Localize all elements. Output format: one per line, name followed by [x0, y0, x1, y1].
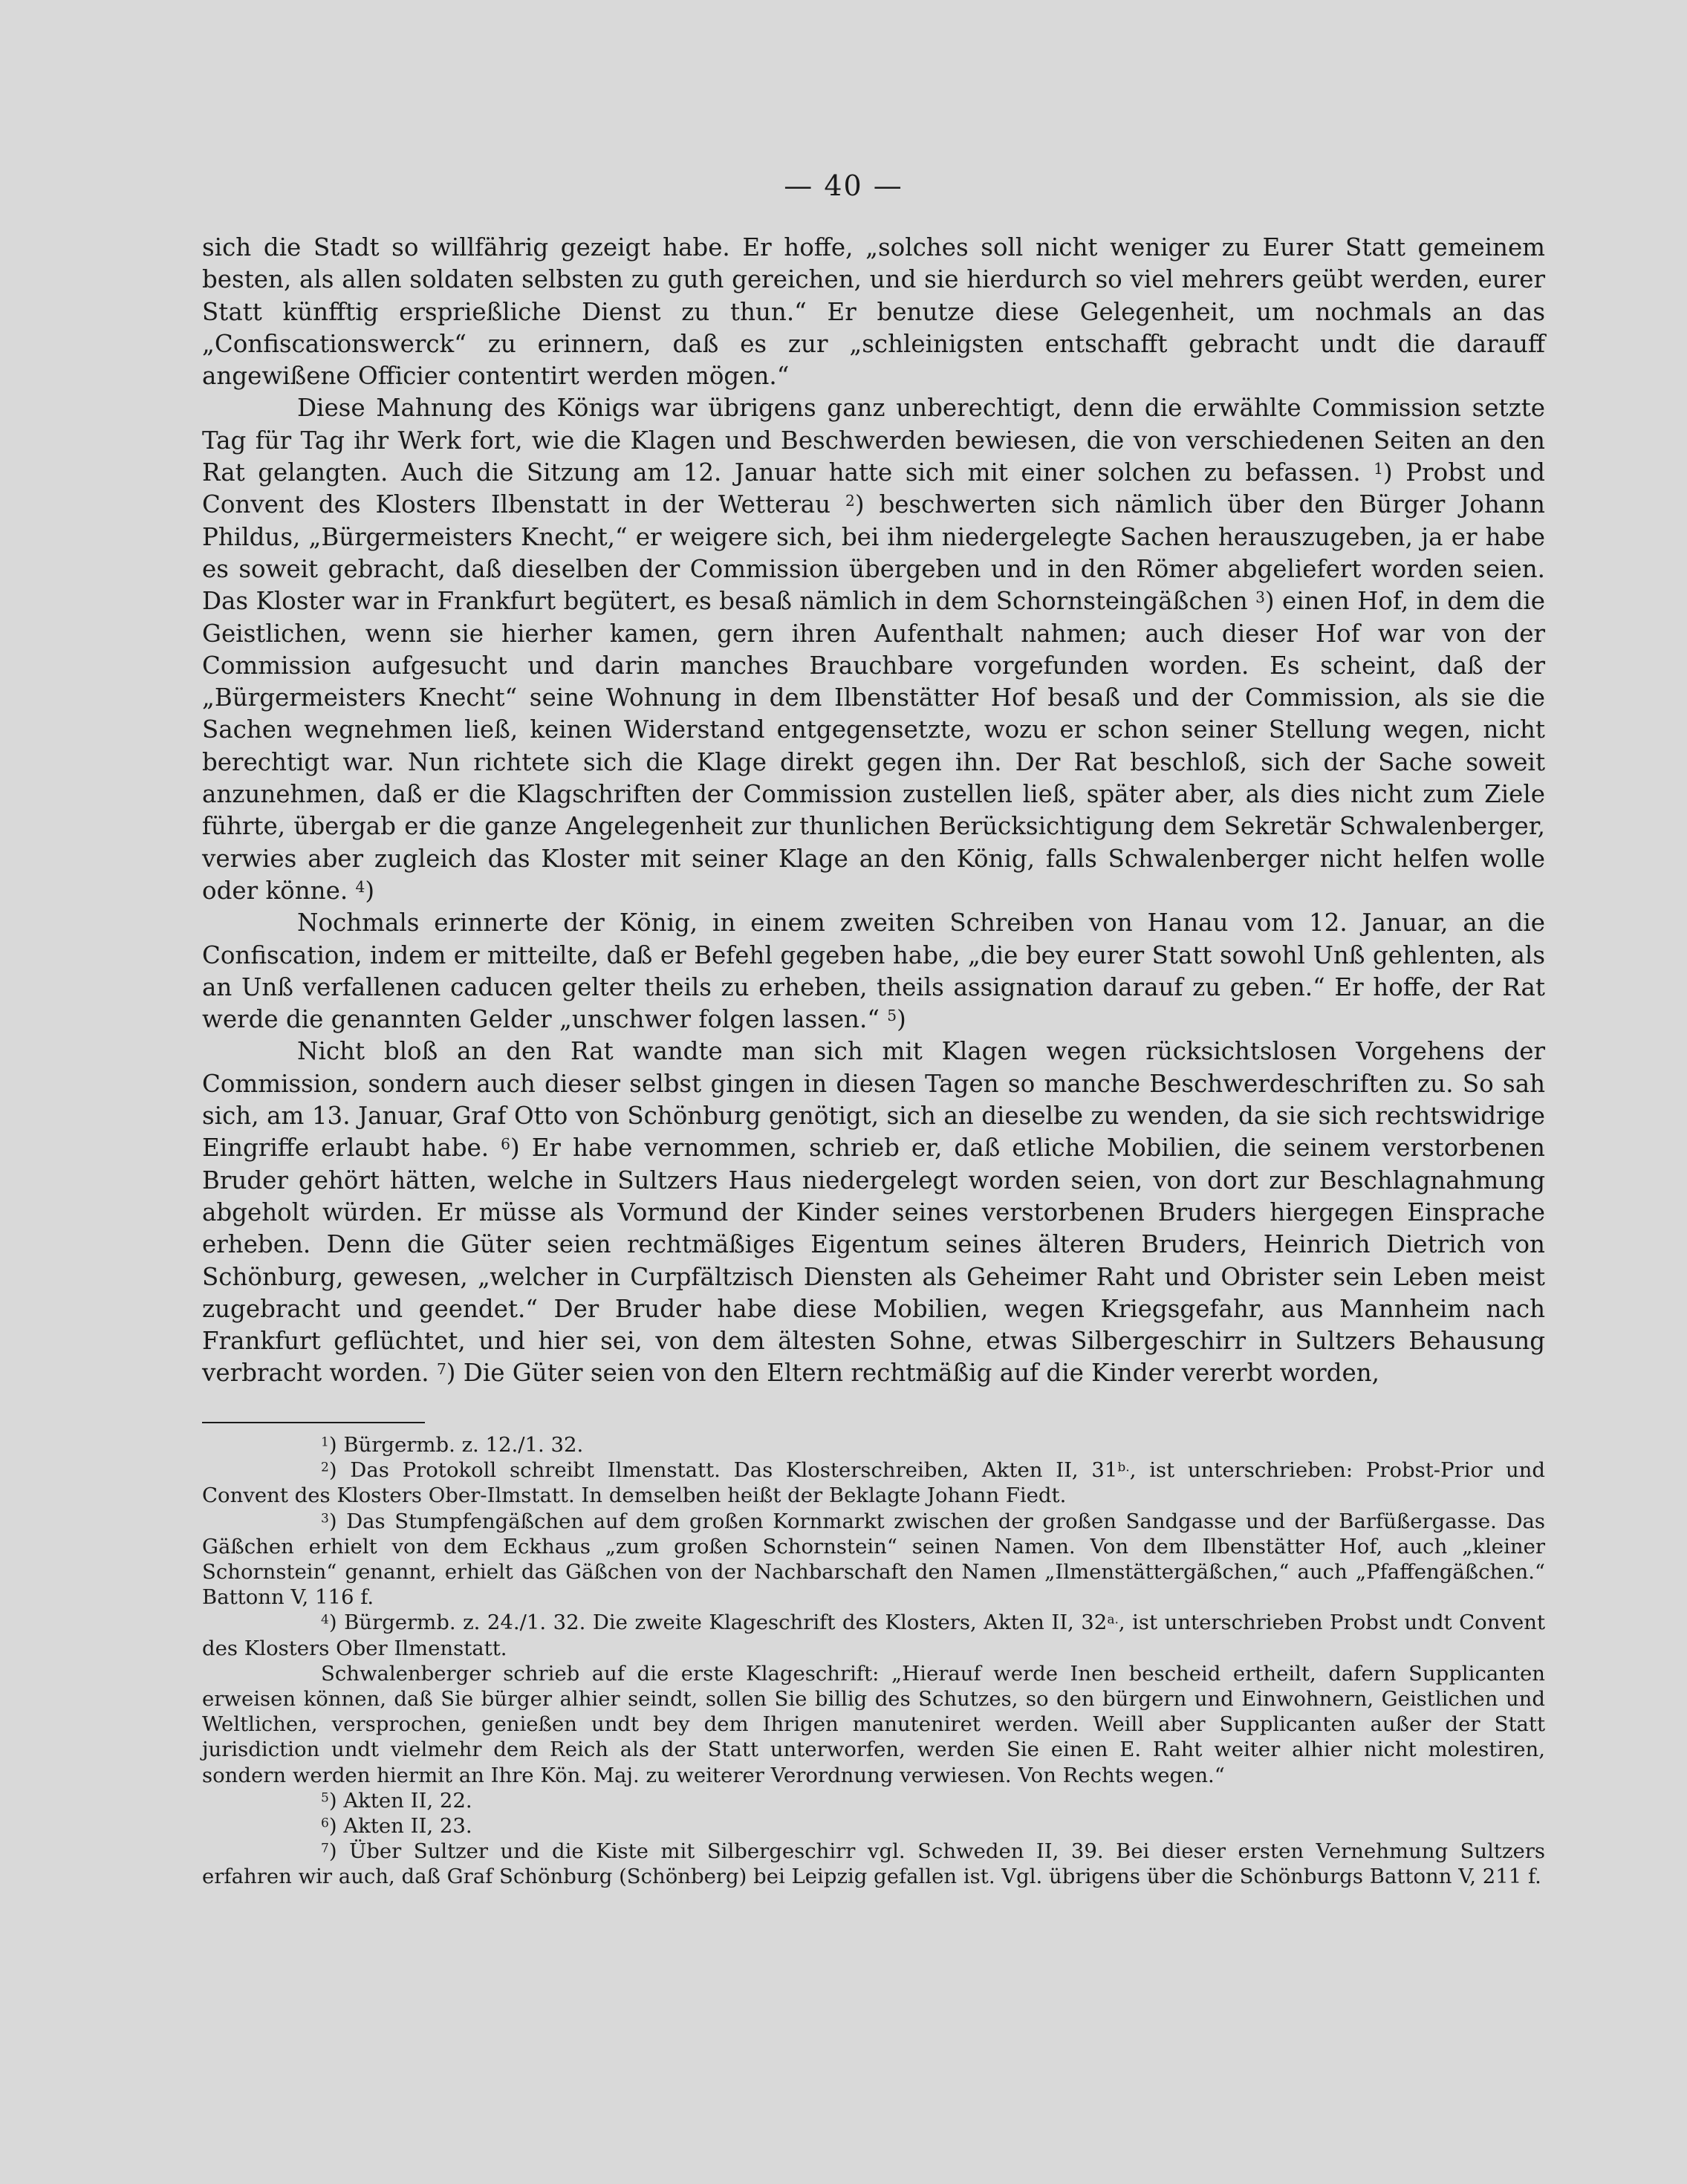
paragraph: Nochmals erinnerte der König, in einem zweiten Schreiben von Hanau vom 12. Januar, an die Confiscation, indem er mitteilte, daß er Befehl gegeben habe, „die bey eurer Statt sowohl Unß gehlenten, als an Unß verfallenen caducen gelter theils zu erheben, theils assignation darauf zu geben.“ Er hoffe, der Rat werde die genannten Gelder „unschwer folgen lassen.“ $^5$)	[202, 909, 1545, 1034]
paragraph: Diese Mahnung des Königs war übrigens ganz unberechtigt, denn die erwählte Commission setzte Tag für Tag ihr Werk fort, wie die Klagen und Beschwerden bewiesen, die von verschiedenen Seiten an den Rat gelangten. Auch die Sitzung am 12. Januar hatte sich mit einer solchen zu befassen. $^1$) Probst und Convent des Klosters Ilbenstatt in der Wetterau $^2$) beschwerten sich nämlich über den Bürger Johann Phildus, „Bürgermeisters Knecht,“ er weigere sich, bei ihm niedergelegte Sachen herauszugeben, ja er habe es soweit gebracht, daß dieselben der Commission übergeben und in den Römer abgeliefert worden seien. Das Kloster war in Frankfurt begütert, es besaß nämlich in dem Schornsteingäßchen $^3$) einen Hof, in dem die Geistlichen, wenn sie hierher kamen, gern ihren Aufenthalt nahmen; auch dieser Hof war von der Commission aufgesucht und darin manches Brauchbare vorgefunden worden. Es scheint, daß der „Bürgermeisters Knecht“ seine Wohnung in dem Ilbenstätter Hof besaß und der Commission, als sie die Sachen wegnehmen ließ, keinen Widerstand entgegensetzte, wozu er schon seiner Stellung wegen, nicht berechtigt war. Nun richtete sich die Klage direkt gegen ihn. Der Rat beschloß, sich der Sache soweit anzunehmen, daß er die Klagschriften der Commission zustellen ließ, später aber, als dies nicht zum Ziele führte, übergab er die ganze Angelegenheit zur thunlichen Berücksichtigung dem Sekretär Schwalenberger, verwies aber zugleich das Kloster mit seiner Klage an den König, falls Schwalenberger nicht helfen wolle oder könne. $^4$)	[202, 394, 1545, 905]
footnote-ref: 2	[845, 492, 855, 510]
footnote: $^3$) Das Stumpfengäßchen auf dem großen Kornmarkt zwischen der großen Sandgasse und der Barfüßergasse. Das Gäßchen erhielt von dem Eckhaus „zum großen Schornstein“ seinen Namen. Von dem Ilbenstätter Hof, auch „kleiner Schornstein“ genannt, erhielt das Gäßchen von der Nachbarschaft den Namen „Ilmenstättergäßchen,“ auch „Pfaffengäßchen.“ Battonn V, 116 f.	[202, 1509, 1545, 1610]
footnote: $^2$) Das Protokoll schreibt Ilmenstatt. Das Klosterschreiben, Akten II, $31^{b.}$, ist unterschrieben: Probst-Prior und Convent des Klosters Ober-Ilmstatt. In demselben heißt der Beklagte Johann Fiedt.	[202, 1458, 1545, 1508]
paragraph: sich die Stadt so willfährig gezeigt habe. Er hoffe, „solches soll nicht weniger zu Eurer Statt gemeinem besten, als allen soldaten selbsten zu guth gereichen, und sie hierdurch so viel mehrers geübt werden, eurer Statt künfftig ersprießliche Dienst zu thun.“ Er benutze diese Gelegenheit, um nochmals an das „Confiscationswerck“ zu erinnern, daß es zur „schleinigsten entschafft gebracht undt die darauff angewißene Officier contentirt werden mögen.“	[202, 233, 1545, 391]
page-number: — 40 —	[784, 169, 903, 202]
footnote-divider	[202, 1422, 425, 1423]
footnote-ref: 5	[887, 1007, 897, 1025]
main-text	[202, 232, 1545, 1390]
footnote: $^7$) Über Sultzer und die Kiste mit Silbergeschirr vgl. Schweden II, 39. Bei dieser ersten Vernehmung Sultzers erfahren wir auch, daß Graf Schönburg (Schönberg) bei Leipzig gefallen ist. Vgl. übrigens über die Schönburgs Battonn V, 211 f.	[202, 1839, 1545, 1889]
footnote-ref: 1	[1374, 460, 1384, 478]
footnote: $^6$) Akten II, 23.	[321, 1814, 472, 1839]
footnote-ref: 6	[501, 1135, 510, 1154]
footnote: $^1$) Bürgermb. z. 12./1. 32.	[321, 1433, 584, 1457]
footnote: $^4$) Bürgermb. z. 24./1. 32. Die zweite Klageschrift des Klosters, Akten II, $32^{a.}$, ist unterschrieben Probst undt Convent des Klosters Ober Ilmenstatt.	[202, 1611, 1545, 1660]
footnote-continuation: Schwalenberger schrieb auf die erste Klageschrift: „Hierauf werde Inen bescheid ertheilt, dafern Supplicanten erweisen können, daß Sie bürger alhier seindt, sollen Sie billig des Schutzes, so den bürgern und Einwohnern, Geistlichen und Weltlichen, versprochen, genießen undt bey dem Ihrigen manuteniret werden. Weill aber Supplicanten außer der Statt jurisdiction undt vielmehr dem Reich als der Statt unterworfen, werden Sie einen E. Raht weiter alhier nicht molestiren, sondern werden hiermit an Ihre Kön. Maj. zu weiterer Verordnung verwiesen. Von Rechts wegen.“	[202, 1661, 1545, 1787]
footnote: $^5$) Akten II, 22.	[321, 1788, 472, 1813]
footnote-ref: 7	[436, 1360, 446, 1379]
footnotes	[202, 1432, 1545, 1890]
paragraph: Nicht bloß an den Rat wandte man sich mit Klagen wegen rücksichtslosen Vorgehens der Commission, sondern auch dieser selbst gingen in diesen Tagen so manche Beschwerdeschriften zu. So sah sich, am 13. Januar, Graf Otto von Schönburg genötigt, sich an dieselbe zu wenden, da sie sich rechtswidrige Eingriffe erlaubt habe. $^6$) Er habe vernommen, schrieb er, daß etliche Mobilien, die seinem verstorbenen Bruder gehört hätten, welche in Sultzers Haus niedergelegt worden seien, von dort zur Beschlagnahmung abgeholt würden. Er müsse als Vormund der Kinder seines verstorbenen Bruders hiergegen Einsprache erheben. Denn die Güter seien rechtmäßiges Eigentum seines älteren Bruders, Heinrich Dietrich von Schönburg, gewesen, „welcher in Curpfältzisch Diensten als Geheimer Raht und Obrister sein Leben meist zugebracht und geendet.“ Der Bruder habe diese Mobilien, wegen Kriegsgefahr, aus Mannheim nach Frankfurt geflüchtet, und hier sei, von dem ältesten Sohne, etwas Silbergeschirr in Sultzers Behausung verbracht worden. $^7$) Die Güter seien von den Eltern rechtmäßig auf die Kinder vererbt worden,	[202, 1037, 1545, 1388]
footnote-ref: 3	[1255, 588, 1265, 607]
footnote-ref: 4	[355, 877, 365, 896]
